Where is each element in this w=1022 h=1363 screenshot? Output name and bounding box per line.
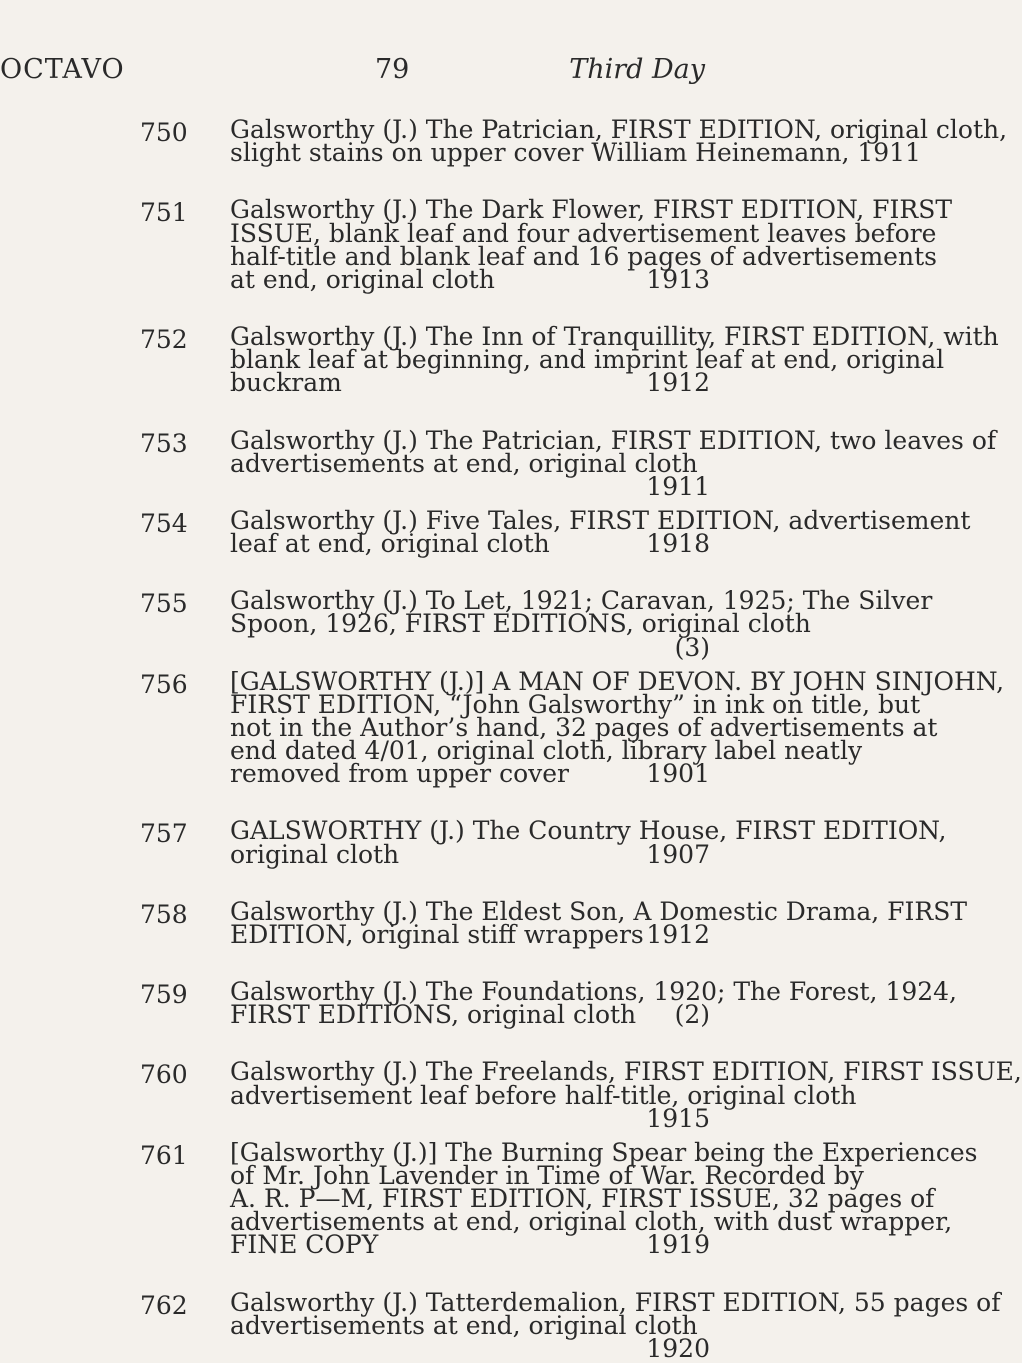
entry-description	[230, 896, 968, 949]
entry-year: 1915	[646, 1103, 710, 1133]
entry-year: 1907	[646, 839, 710, 869]
entry-description	[230, 1287, 1001, 1363]
entry-line: of Mr. John Lavender in Time of War. Recorded by	[230, 1160, 864, 1190]
entry-last-line	[230, 448, 710, 501]
entry-description	[230, 1137, 978, 1260]
entry-description	[230, 586, 933, 662]
entry-line: Galsworthy (J.) The Foundations, 1920; The Forest, 1924,	[230, 977, 958, 1007]
entry-line: Galsworthy (J.) Five Tales, FIRST EDITION, advertisement	[230, 505, 971, 535]
entry-line: EDITION, original stiff wrappers	[230, 919, 644, 949]
entry-line: FIRST EDITION, “John Galsworthy” in ink on title, but	[230, 689, 921, 719]
entry-last-line	[230, 839, 710, 869]
entry-last-line	[230, 919, 710, 949]
entry-year: 1911	[646, 471, 710, 501]
lot-number: 751	[140, 198, 188, 228]
entry-description	[230, 505, 971, 559]
entry-line: leaf at end, original cloth	[230, 529, 550, 559]
page-header	[0, 54, 800, 94]
lot-number: 755	[140, 589, 188, 619]
entry-line: Galsworthy (J.) The Freelands, FIRST EDITION, FIRST ISSUE,	[230, 1057, 1022, 1087]
entry-line: Galsworthy (J.) The Patrician, FIRST EDITION, original cloth,	[230, 115, 1008, 144]
entry-line: A. R. P—M, FIRST EDITION, FIRST ISSUE, 32 pages of	[230, 1184, 935, 1214]
entry-year: 1901	[646, 759, 710, 789]
entry-line: end dated 4/01, original cloth, library label neatly	[230, 736, 863, 766]
entry-last-line	[230, 529, 710, 559]
entry-last-line	[230, 1230, 710, 1260]
entry-year: (2)	[674, 1000, 710, 1030]
entry-last-line	[230, 1000, 710, 1030]
lot-number: 758	[140, 899, 188, 929]
lot-number: 756	[140, 669, 188, 699]
entry-line: Galsworthy (J.) The Eldest Son, A Domestic Drama, FIRST	[230, 896, 968, 926]
entry-line: Spoon, 1926, FIRST EDITIONS, original cloth	[230, 609, 811, 639]
entry-line: Galsworthy (J.) Tatterdemalion, FIRST EDITION, 55 pages of	[230, 1287, 1001, 1317]
entry-line: [GALSWORTHY (J.)] A MAN OF DEVON. BY JOHN SINJOHN,	[230, 666, 1005, 696]
lot-number: 761	[140, 1140, 188, 1170]
entry-year: 1918	[646, 529, 710, 559]
lot-number: 762	[140, 1290, 188, 1320]
entry-description	[230, 1057, 1022, 1133]
entry-last-line	[230, 1080, 857, 1133]
entry-description	[230, 115, 1008, 168]
entry-line: GALSWORTHY (J.) The Country House, FIRST EDITION,	[230, 816, 947, 846]
lot-number: 759	[140, 980, 188, 1010]
entry-year: 1919	[646, 1230, 710, 1260]
entry-line: at end, original cloth	[230, 264, 495, 294]
entry-year: (3)	[674, 632, 710, 662]
header-format: OCTAVO	[0, 54, 125, 85]
lot-number: 753	[140, 428, 188, 458]
entry-year: 1920	[646, 1334, 710, 1363]
entry-line: advertisement leaf before half-title, original cloth	[230, 1080, 857, 1110]
entry-description	[230, 816, 947, 869]
entry-year: 1913	[646, 264, 710, 294]
entry-last-line	[230, 1310, 710, 1363]
lot-number: 757	[140, 819, 188, 849]
entry-line: Galsworthy (J.) The Inn of Tranquillity, FIRST EDITION, with	[230, 322, 999, 352]
entry-line: advertisements at end, original cloth	[230, 1310, 698, 1340]
entry-line: advertisements at end, original cloth	[230, 448, 698, 478]
entry-line: advertisements at end, original cloth, with dust wrapper,	[230, 1207, 953, 1237]
entry-line: FINE COPY	[230, 1230, 379, 1260]
entry-line: slight stains on upper cover William Heinemann, 1911	[230, 138, 921, 168]
entry-line: [Galsworthy (J.)] The Burning Spear being the Experiences	[230, 1137, 978, 1167]
entry-description	[230, 977, 958, 1030]
header-sale-day: Third Day	[569, 54, 705, 85]
entry-line: FIRST EDITIONS, original cloth	[230, 1000, 637, 1030]
entry-line: Galsworthy (J.) To Let, 1921; Caravan, 1925; The Silver	[230, 586, 933, 616]
entry-last-line	[230, 759, 710, 789]
entry-line: buckram	[230, 368, 342, 398]
page-number: 79	[375, 54, 410, 85]
entry-line: half-title and blank leaf and 16 pages of advertisements	[230, 241, 937, 271]
lot-number: 760	[140, 1060, 188, 1090]
entry-year: 1912	[646, 368, 710, 398]
entry-description	[230, 195, 953, 294]
entry-description	[230, 322, 999, 398]
entry-line: removed from upper cover	[230, 759, 570, 789]
lot-number: 752	[140, 325, 188, 355]
entry-last-line	[230, 264, 710, 294]
entry-line: original cloth	[230, 839, 400, 869]
entry-description	[230, 425, 997, 501]
entry-line: ISSUE, blank leaf and four advertisement leaves before	[230, 218, 937, 248]
entry-line: not in the Author’s hand, 32 pages of advertisements at	[230, 712, 938, 742]
lot-number: 754	[140, 508, 188, 538]
entry-line: blank leaf at beginning, and imprint leaf at end, original	[230, 345, 945, 375]
lot-number: 750	[140, 118, 188, 147]
entry-year: 1912	[646, 919, 710, 949]
entry-last-line	[230, 368, 710, 398]
entry-line: Galsworthy (J.) The Dark Flower, FIRST EDITION, FIRST	[230, 195, 953, 225]
entry-description	[230, 666, 1005, 789]
entry-last-line	[230, 609, 811, 662]
entry-line: Galsworthy (J.) The Patrician, FIRST EDITION, two leaves of	[230, 425, 997, 455]
